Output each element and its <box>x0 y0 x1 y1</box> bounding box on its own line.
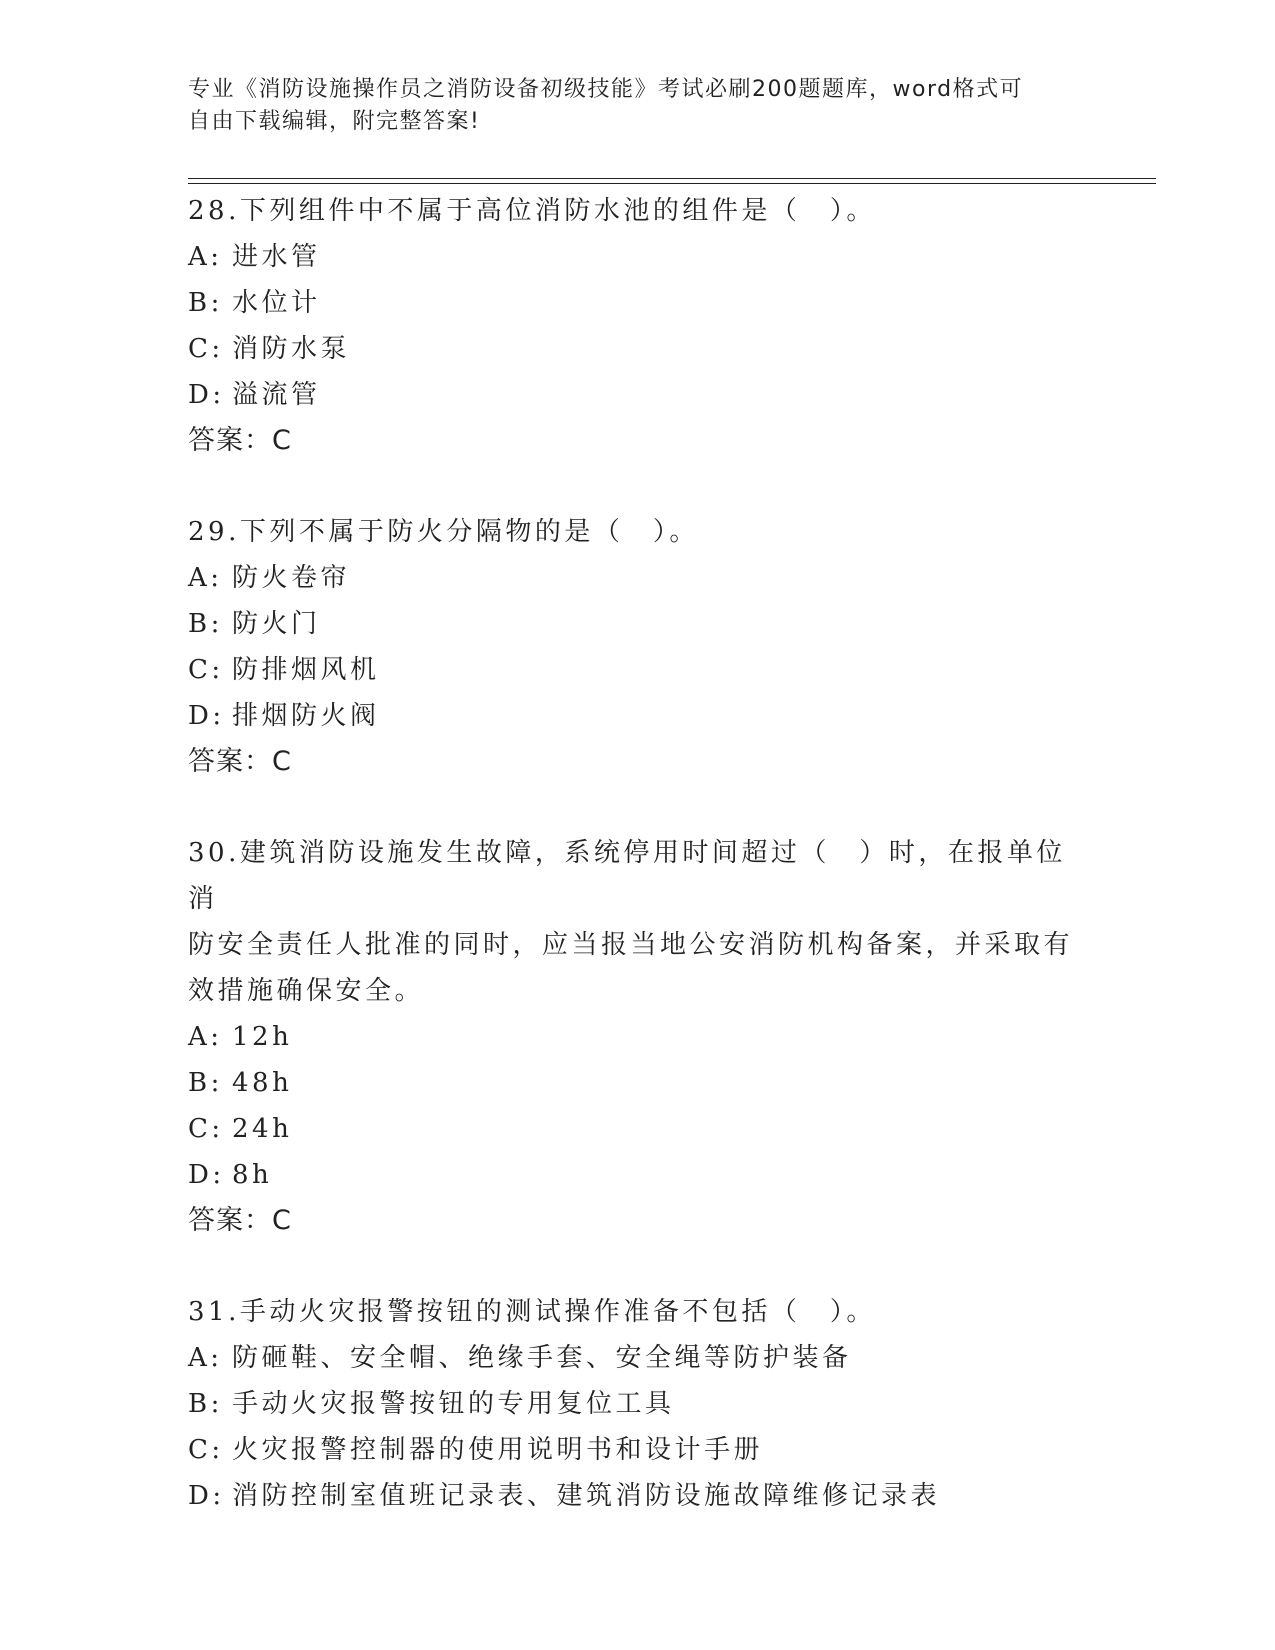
question-stem: 29.下列不属于防火分隔物的是（ ）。 <box>188 517 699 547</box>
option-row <box>188 1106 1088 1152</box>
option-letter: C: <box>188 334 224 364</box>
question-stem: 30.建筑消防设施发生故障，系统停用时间超过（ ）时，在报单位消 <box>188 838 1066 914</box>
question-block <box>188 188 1088 464</box>
option-letter: D: <box>188 701 225 731</box>
header-line-1: 专业《消防设施操作员之消防设备初级技能》考试必刷200题题库，word格式可 <box>188 77 1024 102</box>
question-block <box>188 509 1088 785</box>
option-letter: B: <box>188 288 223 318</box>
option-letter: A: <box>188 242 223 272</box>
option-letter: B: <box>188 1389 223 1419</box>
option-row <box>188 326 1088 372</box>
option-row <box>188 1014 1088 1060</box>
option-row <box>188 234 1088 280</box>
option-row <box>188 647 1088 693</box>
option-letter: D: <box>188 1481 225 1511</box>
option-row <box>188 1335 1088 1381</box>
question-stem: 效措施确保安全。 <box>188 976 425 1006</box>
option-text: 24h <box>232 1114 293 1144</box>
option-letter: D: <box>188 380 225 410</box>
option-text: 防火门 <box>232 609 321 639</box>
option-row <box>188 1473 1088 1519</box>
option-text: 火灾报警控制器的使用说明书和设计手册 <box>232 1435 764 1465</box>
option-text: 排烟防火阀 <box>232 701 380 731</box>
option-row <box>188 601 1088 647</box>
header-line-2: 自由下载编辑，附完整答案! <box>188 109 481 134</box>
option-row <box>188 280 1088 326</box>
option-row <box>188 555 1088 601</box>
option-letter: C: <box>188 655 224 685</box>
header-divider-bottom <box>188 183 1156 184</box>
option-text: 溢流管 <box>232 380 321 410</box>
option-row <box>188 693 1088 739</box>
option-text: 进水管 <box>232 242 321 272</box>
option-row <box>188 1152 1088 1198</box>
option-row <box>188 372 1088 418</box>
option-text: 手动火灾报警按钮的专用复位工具 <box>232 1389 675 1419</box>
option-text: 8h <box>232 1160 273 1190</box>
header-divider-top <box>188 178 1156 179</box>
option-text: 12h <box>232 1022 293 1052</box>
option-text: 消防控制室值班记录表、建筑消防设施故障维修记录表 <box>232 1481 941 1511</box>
question-block <box>188 1289 1088 1519</box>
option-row <box>188 1427 1088 1473</box>
option-letter: B: <box>188 1068 223 1098</box>
question-stem: 28.下列组件中不属于高位消防水池的组件是（ ）。 <box>188 196 876 226</box>
option-row <box>188 1060 1088 1106</box>
option-letter: A: <box>188 1022 223 1052</box>
option-text: 防排烟风机 <box>232 655 380 685</box>
option-text: 水位计 <box>232 288 321 318</box>
document-header <box>188 74 1088 138</box>
question-list <box>188 188 1088 1564</box>
option-letter: C: <box>188 1114 224 1144</box>
answer-line: 答案：C <box>188 425 292 456</box>
option-letter: A: <box>188 1343 223 1373</box>
question-stem: 防安全责任人批准的同时，应当报当地公安消防机构备案，并采取有 <box>188 930 1074 960</box>
option-letter: C: <box>188 1435 224 1465</box>
option-letter: D: <box>188 1160 225 1190</box>
question-stem: 31.手动火灾报警按钮的测试操作准备不包括（ ）。 <box>188 1297 876 1327</box>
option-text: 防火卷帘 <box>232 563 351 593</box>
option-row <box>188 1381 1088 1427</box>
option-text: 48h <box>232 1068 293 1098</box>
question-block <box>188 830 1088 1244</box>
option-letter: A: <box>188 563 223 593</box>
option-text: 防砸鞋、安全帽、绝缘手套、安全绳等防护装备 <box>232 1343 852 1373</box>
option-letter: B: <box>188 609 223 639</box>
answer-line: 答案：C <box>188 746 292 777</box>
answer-line: 答案：C <box>188 1205 292 1236</box>
option-text: 消防水泵 <box>232 334 351 364</box>
